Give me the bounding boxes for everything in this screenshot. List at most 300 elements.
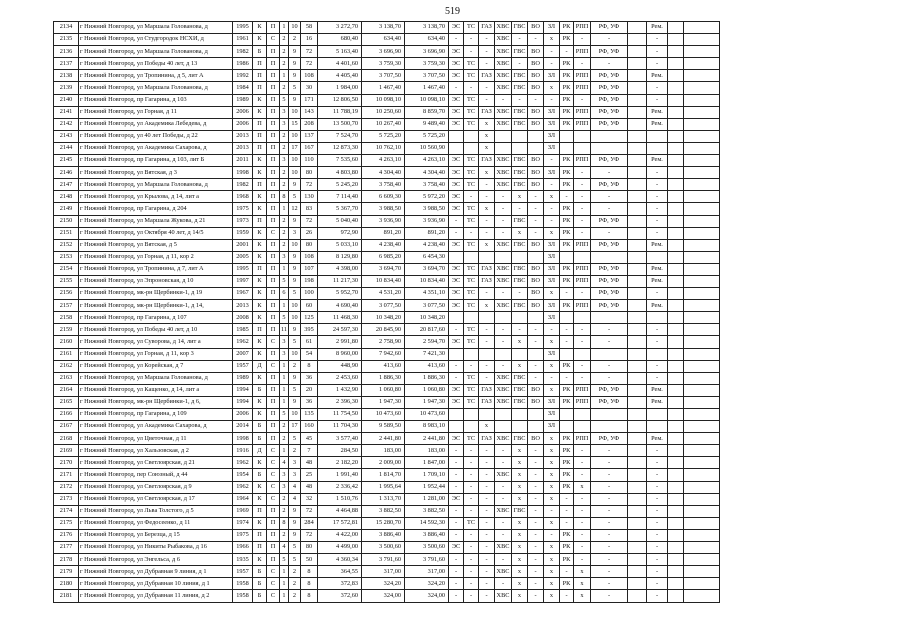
cell-heat-supply: -	[464, 529, 479, 541]
cell-cold-water: ХВС	[495, 239, 512, 251]
cell-floors: 5	[289, 288, 301, 300]
cell-cold-water: ХВС	[495, 505, 512, 517]
cell-extra-2	[668, 590, 684, 602]
cell-address: г Нижний Новгород, ул Кащенко, д 14, лит а	[79, 384, 233, 396]
cell-heat-supply: ТС	[464, 167, 479, 179]
cell-entrances: 8	[280, 191, 289, 203]
cell-elevator: х	[544, 336, 560, 348]
cell-living-area: 634,40	[362, 34, 405, 46]
cell-address: г Нижний Новгород, ул Эпроновская, д 10	[79, 275, 233, 287]
cell-power-supply: -	[449, 481, 464, 493]
cell-gas-supply: -	[479, 529, 495, 541]
cell-total-area: 2 336,42	[318, 481, 362, 493]
cell-power-supply: ЭС	[449, 275, 464, 287]
cell-sewerage: -	[528, 203, 544, 215]
cell-floors: 9	[289, 58, 301, 70]
cell-power-supply: ЭС	[449, 191, 464, 203]
cell-repair-note: -	[647, 481, 668, 493]
table-row	[54, 481, 720, 493]
cell-foundation-repair	[591, 421, 628, 433]
cell-heat-supply: -	[464, 360, 479, 372]
cell-floors: 9	[289, 179, 301, 191]
cell-entrances: 2	[280, 421, 289, 433]
cell-address: г Нижний Новгород, ул Суворова, д 14, лит а	[79, 336, 233, 348]
cell-cold-water: ХВС	[495, 155, 512, 167]
cell-extra-3	[684, 58, 720, 70]
cell-elevator: ЗЛ	[544, 106, 560, 118]
cell-year: 1982	[233, 46, 253, 58]
cell-address: г Нижний Новгород, ул Светлоярская, д 21	[79, 457, 233, 469]
cell-gas-supply: х	[479, 203, 495, 215]
cell-living-area: 4 304,40	[362, 167, 405, 179]
cell-foundation-repair: -	[591, 481, 628, 493]
cell-address: г Нижний Новгород, ул Крылова, д 14, лит а	[79, 191, 233, 203]
cell-cold-water	[495, 348, 512, 360]
cell-address: г Нижний Новгород, ул Победы 40 лет, д 13	[79, 58, 233, 70]
cell-extra-3	[684, 167, 720, 179]
cell-apartments: 48	[301, 481, 318, 493]
cell-type: П	[267, 215, 280, 227]
cell-address: г Нижний Новгород, пр Гагарина, д 103, лит Б	[79, 155, 233, 167]
cell-material: К	[253, 457, 267, 469]
cell-roof-repair	[560, 251, 574, 263]
cell-material: К	[253, 34, 267, 46]
cell-power-supply: -	[449, 215, 464, 227]
cell-floors: 9	[289, 215, 301, 227]
cell-living-area: 4 238,40	[362, 239, 405, 251]
cell-heat-supply: -	[464, 46, 479, 58]
cell-sewerage: -	[528, 360, 544, 372]
cell-apartments: 284	[301, 517, 318, 529]
cell-cold-water: -	[495, 481, 512, 493]
cell-power-supply: -	[449, 469, 464, 481]
cell-sewerage: ВО	[528, 46, 544, 58]
cell-row-number: 2162	[54, 360, 79, 372]
cell-extra-3	[684, 372, 720, 384]
cell-type: П	[267, 118, 280, 130]
cell-roof-repair: -	[560, 324, 574, 336]
cell-repair-note: -	[647, 469, 668, 481]
cell-year: 1995	[233, 22, 253, 34]
cell-elevator: -	[544, 46, 560, 58]
cell-extra-3	[684, 300, 720, 312]
table-row	[54, 179, 720, 191]
cell-type: П	[267, 409, 280, 421]
cell-elevator: -	[544, 94, 560, 106]
cell-address: г Нижний Новгород, ул Тропинина, д 7, лит А	[79, 263, 233, 275]
cell-floors: 10	[289, 167, 301, 179]
cell-cold-water: ХВС	[495, 396, 512, 408]
cell-row-number: 2176	[54, 529, 79, 541]
cell-entrances: 1	[280, 384, 289, 396]
cell-cold-water: ХВС	[495, 179, 512, 191]
cell-material: Б	[253, 566, 267, 578]
cell-hot-water	[512, 409, 528, 421]
cell-entrances: 2	[280, 142, 289, 154]
cell-cold-water	[495, 130, 512, 142]
cell-extra-3	[684, 275, 720, 287]
cell-power-supply: ЭС	[449, 167, 464, 179]
cell-floors: 2	[289, 578, 301, 590]
table-row	[54, 505, 720, 517]
cell-repair-note: -	[647, 529, 668, 541]
cell-hot-water: ГВС	[512, 433, 528, 445]
cell-row-number: 2177	[54, 542, 79, 554]
cell-heat-supply: ТС	[464, 58, 479, 70]
cell-heat-supply: ТС	[464, 203, 479, 215]
cell-year: 1989	[233, 94, 253, 106]
cell-sewerage: ВО	[528, 263, 544, 275]
cell-facade-repair: РПП	[574, 239, 591, 251]
cell-type: С	[267, 578, 280, 590]
cell-heat-supply: ТС	[464, 106, 479, 118]
cell-repair-note: -	[647, 324, 668, 336]
cell-extra-2	[668, 288, 684, 300]
cell-year: 1974	[233, 517, 253, 529]
cell-facade-repair: -	[574, 179, 591, 191]
cell-material: К	[253, 191, 267, 203]
cell-heat-supply: ТС	[464, 94, 479, 106]
cell-year: 1994	[233, 384, 253, 396]
table-row	[54, 469, 720, 481]
cell-hot-water	[512, 421, 528, 433]
cell-power-supply: ЭС	[449, 396, 464, 408]
cell-apartments: 36	[301, 372, 318, 384]
cell-extra-3	[684, 409, 720, 421]
cell-repair-note: -	[647, 46, 668, 58]
cell-extra-3	[684, 445, 720, 457]
cell-hot-water: ГВС	[512, 155, 528, 167]
cell-entrances: 2	[280, 46, 289, 58]
cell-repair-note	[647, 142, 668, 154]
cell-hot-water: х	[512, 360, 528, 372]
cell-extra-2	[668, 300, 684, 312]
cell-entrances: 6	[280, 288, 289, 300]
cell-roof-repair	[560, 312, 574, 324]
cell-floors: 10	[289, 130, 301, 142]
cell-foundation-repair: -	[591, 493, 628, 505]
cell-type: П	[267, 433, 280, 445]
cell-foundation-repair: РФ, УФ	[591, 118, 628, 130]
cell-heat-supply: -	[464, 493, 479, 505]
cell-power-supply: ЭС	[449, 94, 464, 106]
cell-total-area: 11 704,30	[318, 421, 362, 433]
cell-floors: 5	[289, 82, 301, 94]
cell-extra-3	[684, 239, 720, 251]
cell-material: К	[253, 517, 267, 529]
cell-repair-note: -	[647, 542, 668, 554]
cell-roof-repair: РК	[560, 457, 574, 469]
cell-gas-supply: -	[479, 336, 495, 348]
cell-extra-1	[628, 227, 647, 239]
cell-total-area: 4 690,40	[318, 300, 362, 312]
table-row	[54, 275, 720, 287]
cell-sewerage	[528, 251, 544, 263]
cell-elevator: -	[544, 324, 560, 336]
cell-cold-water: -	[495, 578, 512, 590]
cell-apartments: 8	[301, 590, 318, 602]
cell-sewerage: -	[528, 566, 544, 578]
cell-gas-supply: х	[479, 421, 495, 433]
cell-entrances: 8	[280, 517, 289, 529]
cell-extra-3	[684, 469, 720, 481]
cell-foundation-repair: -	[591, 336, 628, 348]
cell-year: 2013	[233, 130, 253, 142]
cell-material: К	[253, 239, 267, 251]
cell-heat-supply: -	[464, 505, 479, 517]
cell-facade-repair: РПП	[574, 118, 591, 130]
cell-roof-repair: РК	[560, 481, 574, 493]
cell-elevator: х	[544, 82, 560, 94]
cell-facade-repair: х	[574, 590, 591, 602]
cell-entrances: 5	[280, 312, 289, 324]
cell-foundation-repair: -	[591, 578, 628, 590]
cell-hot-water: ГВС	[512, 118, 528, 130]
cell-residential-area: 1 467,40	[405, 82, 449, 94]
cell-residential-area: 1 947,30	[405, 396, 449, 408]
cell-extra-1	[628, 179, 647, 191]
cell-heat-supply: -	[464, 578, 479, 590]
cell-material: К	[253, 203, 267, 215]
cell-material: П	[253, 263, 267, 275]
cell-apartments: 83	[301, 203, 318, 215]
cell-extra-3	[684, 142, 720, 154]
cell-living-area: 2 009,00	[362, 457, 405, 469]
cell-extra-1	[628, 300, 647, 312]
cell-type: С	[267, 445, 280, 457]
cell-extra-1	[628, 433, 647, 445]
cell-heat-supply: -	[464, 34, 479, 46]
cell-total-area: 1 991,40	[318, 469, 362, 481]
cell-gas-supply: -	[479, 445, 495, 457]
cell-floors: 17	[289, 421, 301, 433]
cell-elevator: ЗЛ	[544, 70, 560, 82]
cell-cold-water: -	[495, 554, 512, 566]
cell-address: г Нижний Новгород, ул Светлоярская, д 17	[79, 493, 233, 505]
cell-residential-area: 20 817,60	[405, 324, 449, 336]
cell-gas-supply: х	[479, 167, 495, 179]
cell-roof-repair: -	[560, 493, 574, 505]
cell-foundation-repair: -	[591, 445, 628, 457]
cell-extra-2	[668, 263, 684, 275]
cell-facade-repair: -	[574, 554, 591, 566]
cell-facade-repair: -	[574, 288, 591, 300]
cell-total-area: 12 806,50	[318, 94, 362, 106]
cell-floors: 5	[289, 433, 301, 445]
cell-facade-repair: РПП	[574, 275, 591, 287]
cell-repair-note: Рем.	[647, 396, 668, 408]
cell-year: 1962	[233, 336, 253, 348]
cell-cold-water: ХВС	[495, 70, 512, 82]
cell-living-area: 2 441,80	[362, 433, 405, 445]
cell-extra-1	[628, 505, 647, 517]
cell-sewerage: ВО	[528, 82, 544, 94]
cell-floors: 9	[289, 251, 301, 263]
cell-entrances: 2	[280, 34, 289, 46]
cell-heat-supply: ТС	[464, 155, 479, 167]
cell-foundation-repair: РФ, УФ	[591, 396, 628, 408]
cell-address: г Нижний Новгород, ул Дубравная 10 линия, д 1	[79, 578, 233, 590]
cell-material: К	[253, 106, 267, 118]
cell-repair-note: -	[647, 215, 668, 227]
cell-elevator: -	[544, 58, 560, 70]
cell-extra-2	[668, 94, 684, 106]
cell-sewerage: -	[528, 191, 544, 203]
cell-foundation-repair	[591, 251, 628, 263]
cell-residential-area: 8 859,70	[405, 106, 449, 118]
cell-extra-2	[668, 457, 684, 469]
cell-facade-repair	[574, 142, 591, 154]
cell-row-number: 2159	[54, 324, 79, 336]
table-row	[54, 34, 720, 46]
table-row	[54, 263, 720, 275]
table-row	[54, 203, 720, 215]
cell-facade-repair: -	[574, 336, 591, 348]
cell-total-area: 17 572,81	[318, 517, 362, 529]
cell-row-number: 2151	[54, 227, 79, 239]
cell-roof-repair: РК	[560, 34, 574, 46]
cell-type: П	[267, 324, 280, 336]
cell-living-area: 10 834,40	[362, 275, 405, 287]
cell-apartments: 7	[301, 445, 318, 457]
cell-roof-repair	[560, 421, 574, 433]
cell-facade-repair: -	[574, 542, 591, 554]
cell-extra-1	[628, 215, 647, 227]
cell-gas-supply: -	[479, 578, 495, 590]
cell-foundation-repair: -	[591, 517, 628, 529]
cell-hot-water: ГВС	[512, 70, 528, 82]
cell-address: г Нижний Новгород, ул Энгельса, д 6	[79, 554, 233, 566]
cell-extra-1	[628, 517, 647, 529]
cell-type: П	[267, 130, 280, 142]
cell-heat-supply: ТС	[464, 70, 479, 82]
cell-apartments: 208	[301, 118, 318, 130]
cell-material: К	[253, 336, 267, 348]
cell-material: К	[253, 94, 267, 106]
cell-apartments: 8	[301, 578, 318, 590]
cell-gas-supply: х	[479, 239, 495, 251]
cell-entrances: 4	[280, 542, 289, 554]
table-row	[54, 22, 720, 34]
cell-living-area: 3 791,60	[362, 554, 405, 566]
cell-cold-water: ХВС	[495, 566, 512, 578]
cell-extra-3	[684, 554, 720, 566]
cell-year: 1964	[233, 493, 253, 505]
cell-total-area: 1 510,76	[318, 493, 362, 505]
cell-hot-water: ГВС	[512, 179, 528, 191]
cell-extra-2	[668, 275, 684, 287]
cell-extra-2	[668, 481, 684, 493]
cell-material: П	[253, 505, 267, 517]
table-row	[54, 215, 720, 227]
cell-residential-area: 891,20	[405, 227, 449, 239]
table-row	[54, 142, 720, 154]
cell-apartments: 125	[301, 312, 318, 324]
cell-living-area: 10 473,60	[362, 409, 405, 421]
cell-residential-area: 5 725,20	[405, 130, 449, 142]
cell-apartments: 61	[301, 336, 318, 348]
cell-cold-water: ХВС	[495, 34, 512, 46]
cell-gas-supply: х	[479, 300, 495, 312]
table-row	[54, 70, 720, 82]
cell-sewerage: ВО	[528, 22, 544, 34]
cell-extra-3	[684, 578, 720, 590]
cell-residential-area: 7 421,30	[405, 348, 449, 360]
cell-extra-3	[684, 263, 720, 275]
cell-hot-water: х	[512, 517, 528, 529]
cell-year: 2005	[233, 251, 253, 263]
cell-foundation-repair: -	[591, 324, 628, 336]
cell-year: 1954	[233, 469, 253, 481]
cell-material: К	[253, 300, 267, 312]
cell-elevator: -	[544, 372, 560, 384]
cell-hot-water: х	[512, 493, 528, 505]
cell-total-area: 4 360,34	[318, 554, 362, 566]
cell-cold-water: ХВС	[495, 167, 512, 179]
cell-repair-note: -	[647, 590, 668, 602]
cell-gas-supply: -	[479, 82, 495, 94]
cell-apartments: 72	[301, 58, 318, 70]
cell-extra-3	[684, 82, 720, 94]
cell-living-area: 4 263,10	[362, 155, 405, 167]
cell-sewerage: -	[528, 578, 544, 590]
cell-extra-1	[628, 324, 647, 336]
cell-gas-supply: х	[479, 130, 495, 142]
cell-living-area: 1 814,70	[362, 469, 405, 481]
cell-roof-repair: РК	[560, 263, 574, 275]
cell-foundation-repair: РФ, УФ	[591, 82, 628, 94]
table-row	[54, 167, 720, 179]
cell-address: г Нижний Новгород, ул Октября 40 лет, д 14/5	[79, 227, 233, 239]
cell-heat-supply: ТС	[464, 263, 479, 275]
cell-repair-note	[647, 130, 668, 142]
cell-entrances: 2	[280, 215, 289, 227]
cell-hot-water: -	[512, 94, 528, 106]
cell-elevator: ЗЛ	[544, 22, 560, 34]
cell-apartments: 80	[301, 167, 318, 179]
cell-row-number: 2166	[54, 409, 79, 421]
cell-entrances: 4	[280, 457, 289, 469]
cell-sewerage: -	[528, 457, 544, 469]
cell-hot-water: х	[512, 542, 528, 554]
cell-roof-repair: РК	[560, 155, 574, 167]
cell-repair-note: -	[647, 34, 668, 46]
cell-heat-supply: ТС	[464, 433, 479, 445]
cell-residential-area: 10 098,10	[405, 94, 449, 106]
cell-cold-water: ХВС	[495, 263, 512, 275]
cell-floors: 2	[289, 566, 301, 578]
cell-entrances: 2	[280, 58, 289, 70]
cell-hot-water	[512, 130, 528, 142]
cell-foundation-repair: РФ, УФ	[591, 70, 628, 82]
cell-roof-repair: РК	[560, 167, 574, 179]
cell-facade-repair: РПП	[574, 70, 591, 82]
cell-year: 1995	[233, 263, 253, 275]
cell-entrances: 2	[280, 433, 289, 445]
cell-elevator: ЗЛ	[544, 421, 560, 433]
cell-type: П	[267, 505, 280, 517]
cell-residential-area: 6 454,30	[405, 251, 449, 263]
cell-repair-note: -	[647, 360, 668, 372]
cell-apartments: 167	[301, 142, 318, 154]
cell-year: 2013	[233, 142, 253, 154]
cell-year: 2006	[233, 106, 253, 118]
cell-foundation-repair	[591, 409, 628, 421]
cell-facade-repair: -	[574, 58, 591, 70]
cell-sewerage	[528, 142, 544, 154]
cell-elevator: х	[544, 578, 560, 590]
cell-apartments: 110	[301, 155, 318, 167]
